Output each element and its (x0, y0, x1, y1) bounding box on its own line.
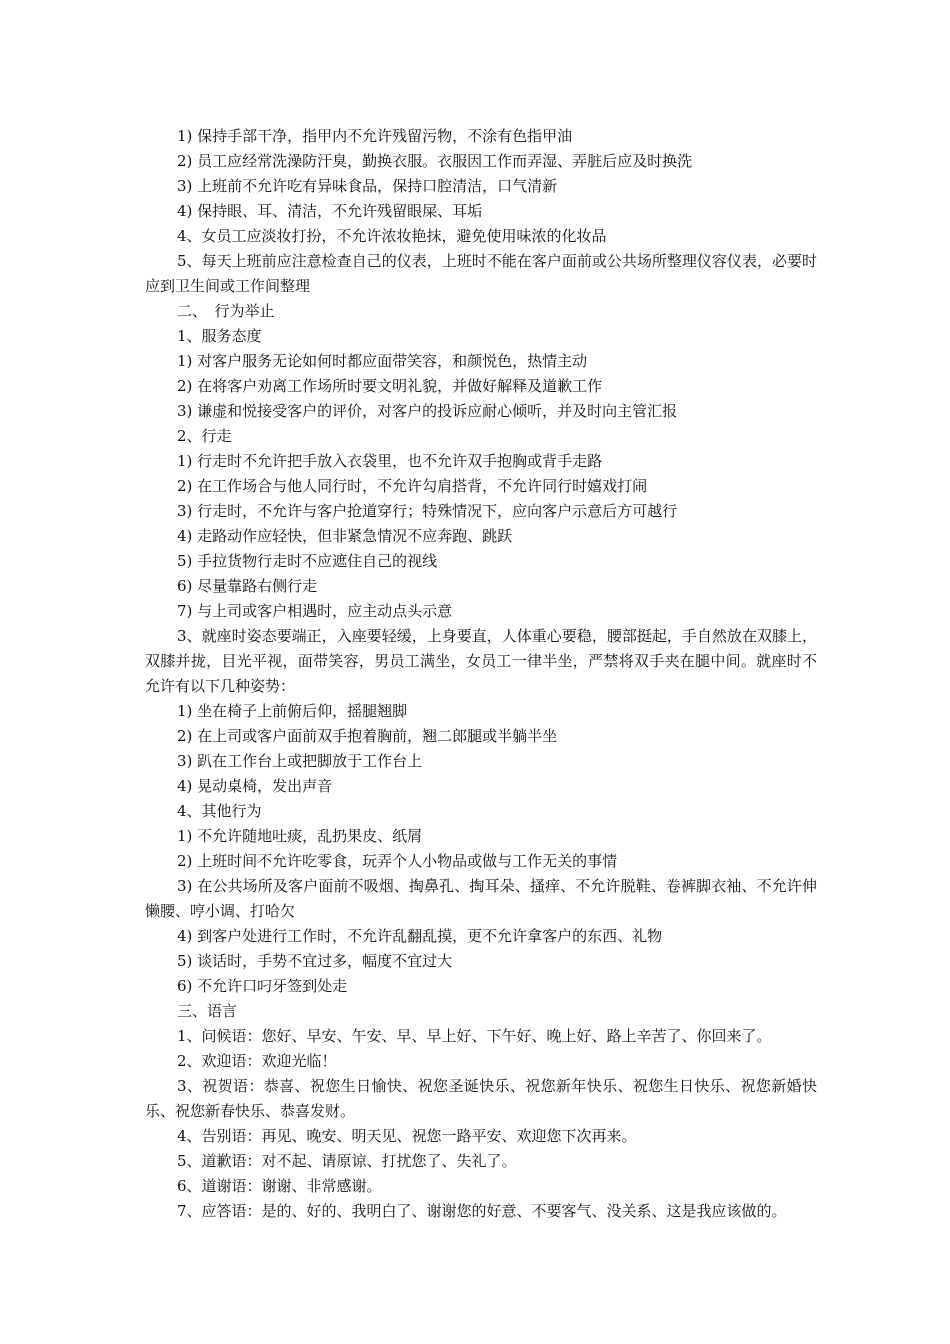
list-item: 6) 不允许口叼牙签到处走 (177, 977, 348, 995)
list-item: 3) 行走时，不允许与客户抢道穿行；特殊情况下，应向客户示意后方可越行 (177, 502, 678, 520)
list-item: 1) 不允许随地吐痰，乱扔果皮、纸屑 (177, 827, 423, 845)
list-item: 3) 趴在工作台上或把脚放于工作台上 (177, 752, 423, 770)
list-item: 1) 坐在椅子上前俯后仰，摇腿翘脚 (177, 702, 408, 720)
list-item: 1) 对客户服务无论如何时都应面带笑容，和颜悦色，热情主动 (177, 352, 588, 370)
list-item: 3) 上班前不允许吃有异味食品，保持口腔清洁，口气清新 (177, 177, 558, 195)
document-body (145, 124, 817, 1224)
subsection-heading: 1、服务态度 (177, 327, 262, 345)
list-item: 7) 与上司或客户相遇时，应主动点头示意 (177, 602, 453, 620)
list-item: 5) 谈话时，手势不宜过多，幅度不宜过大 (177, 952, 453, 970)
list-item: 5、道歉语：对不起、请原谅、打扰您了、失礼了。 (177, 1152, 517, 1170)
list-item: 2) 员工应经常洗澡防汗臭，勤换衣服。衣服因工作而弄湿、弄脏后应及时换洗 (177, 152, 693, 170)
list-item: 2) 在工作场合与他人同行时，不允许勾肩搭背，不允许同行时嬉戏打闹 (177, 477, 648, 495)
list-item: 2) 上班时间不允许吃零食，玩弄个人小物品或做与工作无关的事情 (177, 852, 618, 870)
list-item: 4) 晃动桌椅，发出声音 (177, 777, 333, 795)
list-item: 1) 保持手部干净，指甲内不允许残留污物，不涂有色指甲油 (177, 127, 573, 145)
list-item: 4) 保持眼、耳、清洁，不允许残留眼屎、耳垢 (177, 202, 483, 220)
list-item: 1、问候语：您好、早安、午安、早、早上好、下午好、晚上好、路上辛苦了、你回来了。 (177, 1027, 772, 1045)
list-item: 6) 尽量靠路右侧行走 (177, 577, 318, 595)
list-item: 5) 手拉货物行走时不应遮住自己的视线 (177, 552, 438, 570)
list-item: 3、祝贺语：恭喜、祝您生日愉快、祝您圣诞快乐、祝您新年快乐、祝您生日快乐、祝您新婚快乐、祝您新春快乐、恭喜发财。 (145, 1077, 817, 1120)
section-heading: 三、语言 (177, 1002, 238, 1020)
list-item: 2、欢迎语：欢迎光临！ (177, 1052, 337, 1070)
subsection-heading: 4、其他行为 (177, 802, 262, 820)
section-heading: 二、 行为举止 (177, 302, 275, 320)
list-item: 2) 在上司或客户面前双手抱着胸前，翘二郎腿或半躺半坐 (177, 727, 558, 745)
list-item: 4) 到客户处进行工作时，不允许乱翻乱摸，更不允许拿客户的东西、礼物 (177, 927, 663, 945)
list-item: 2) 在将客户劝离工作场所时要文明礼貌，并做好解释及道歉工作 (177, 377, 603, 395)
list-item: 4、告别语：再见、晚安、明天见、祝您一路平安、欢迎您下次再来。 (177, 1127, 637, 1145)
list-item: 4) 走路动作应轻快，但非紧急情况不应奔跑、跳跃 (177, 527, 513, 545)
list-item: 1) 行走时不允许把手放入衣袋里，也不允许双手抱胸或背手走路 (177, 452, 603, 470)
list-item: 4、女员工应淡妆打扮，不允许浓妆艳抹，避免使用味浓的化妆品 (177, 227, 607, 245)
list-item: 3) 谦虚和悦接受客户的评价，对客户的投诉应耐心倾听，并及时向主管汇报 (177, 402, 678, 420)
subsection-heading: 2、行走 (177, 427, 232, 445)
list-item: 7、应答语：是的、好的、我明白了、谢谢您的好意、不要客气、没关系、这是我应该做的。 (177, 1202, 787, 1220)
list-item: 3) 在公共场所及客户面前不吸烟、掏鼻孔、掏耳朵、搔痒、不允许脱鞋、卷裤脚衣袖、不允许伸懒腰、哼小调、打哈欠 (145, 877, 817, 920)
list-item: 5、每天上班前应注意检查自己的仪表，上班时不能在客户面前或公共场所整理仪容仪表，必要时应到卫生间或工作间整理 (145, 252, 817, 295)
list-item: 3、就座时姿态要端正，入座要轻缓，上身要直，人体重心要稳，腰部挺起，手自然放在双膝上，双膝并拢，目光平视，面带笑容，男员工满坐，女员工一律半坐，严禁将双手夹在腿中间。就座时不允许有以下几种姿势： (145, 627, 817, 695)
list-item: 6、道谢语：谢谢、非常感谢。 (177, 1177, 382, 1195)
